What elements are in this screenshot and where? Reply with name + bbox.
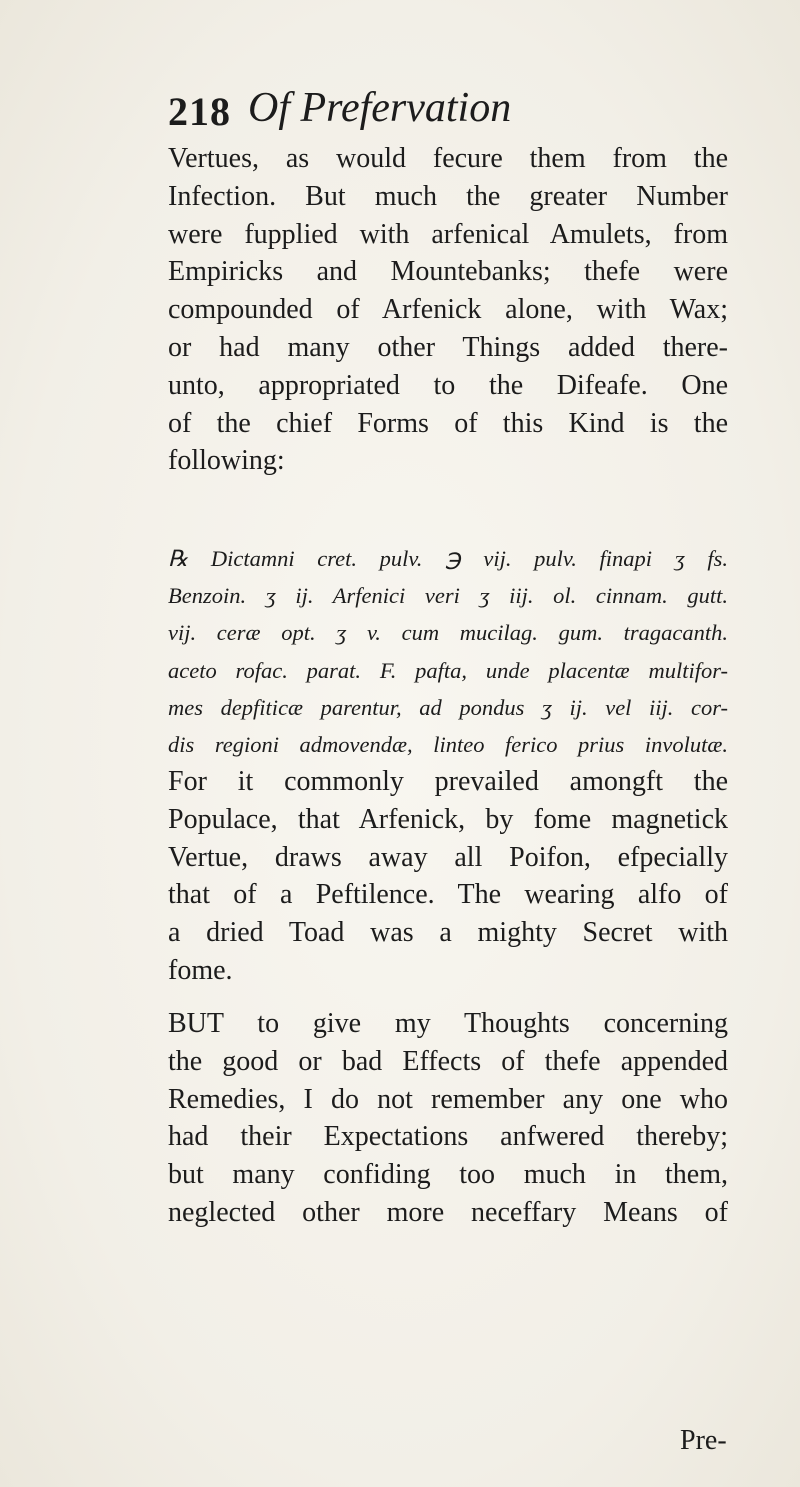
text-line: fome. — [168, 954, 233, 986]
text-line: a dried Toad was a mighty Secret with — [168, 917, 728, 949]
running-title: Of Prefervation — [248, 85, 512, 131]
catchword: Pre- — [680, 1425, 727, 1456]
text-line: of the chief Forms of this Kind is the — [168, 407, 728, 439]
text-line: For it commonly prevailed amongft the — [168, 766, 728, 797]
text-line: unto, appropriated to the Difeafe. One — [168, 369, 728, 401]
text-line: neglected other more neceffary Means of — [168, 1196, 728, 1228]
text-line: Populace, that Arfenick, by fome magnetick — [168, 803, 728, 835]
paragraph-thoughts — [168, 1005, 728, 1232]
text-line: or had many other Things added there- — [168, 331, 728, 363]
paragraph-arsenick — [168, 763, 728, 990]
recipe-line: aceto rofac. parat. F. pafta, unde placentæ multifor- — [168, 657, 728, 683]
recipe-line: vij. ceræ opt. ʒ v. cum mucilag. gum. tragacanth. — [168, 620, 728, 646]
text-line: compounded of Arfenick alone, with Wax; — [168, 294, 728, 326]
text-line: Infection. But much the greater Number — [168, 180, 728, 212]
text-line: that of a Peftilence. The wearing alfo of — [168, 879, 728, 911]
recipe-line: mes depfiticæ parentur, ad pondus ʒ ij. vel iij. cor- — [168, 694, 728, 720]
text-line: following: — [168, 445, 285, 477]
text-line: but many confiding too much in them, — [168, 1159, 728, 1191]
text-line: Vertue, draws away all Poifon, efpecially — [168, 841, 728, 873]
page-number: 218 — [168, 89, 231, 134]
text-line: were fupplied with arfenical Amulets, from — [168, 218, 728, 250]
text-line: had their Expectations anfwered thereby; — [168, 1121, 728, 1153]
text-line: BUT to give my Thoughts concerning — [168, 1008, 728, 1039]
text-line: Empiricks and Mountebanks; thefe were — [168, 256, 728, 288]
recipe-line: ℞ Dictamni cret. pulv. ℈ vij. pulv. finapi ʒ fs. — [168, 546, 728, 571]
text-line: Remedies, I do not remember any one who — [168, 1083, 728, 1115]
recipe-line: dis regioni admovendæ, linteo ferico prius involutæ. — [168, 731, 728, 757]
recipe-block — [168, 540, 728, 763]
text-line: the good or bad Effects of thefe appended — [168, 1045, 728, 1077]
text-line: Vertues, as would fecure them from the — [168, 143, 728, 174]
paragraph-amulets — [168, 140, 728, 480]
recipe-line: Benzoin. ʒ ij. Arfenici veri ʒ iij. ol. cinnam. gutt. — [168, 583, 728, 609]
page-header — [168, 85, 728, 138]
